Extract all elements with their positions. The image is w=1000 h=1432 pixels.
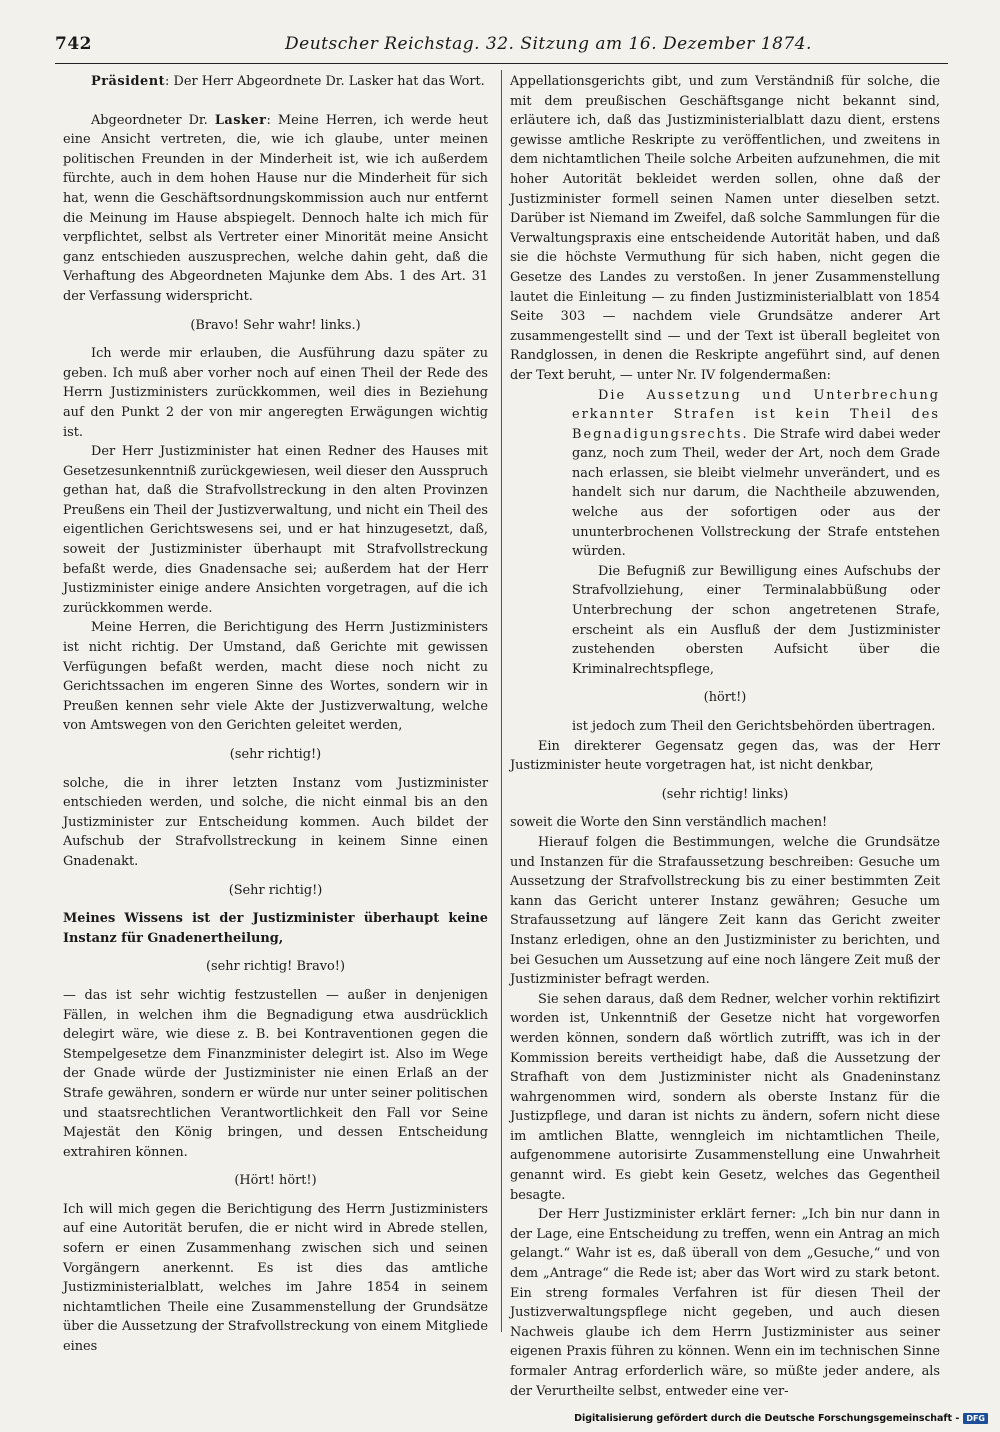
page-header [55, 30, 950, 56]
interjection: (sehr richtig! Bravo!) [205, 959, 346, 975]
dfg-logo: DFG [963, 1413, 988, 1424]
paragraph: Meines Wissens ist der Justizminister überhaupt keine Instanz für Gnadenertheilung, [63, 911, 488, 946]
interjection: (sehr richtig!) [229, 747, 322, 762]
quoted-paragraph [572, 386, 940, 562]
paragraph: Der Herr Justizminister erklärt ferner: „Ich bin nur dann in der Lage, eine Entscheidung zu treffen, wenn ein Antrag an mich gelangt.“ Wahr ist es, daß überall von dem „Gesuche,“ und von dem „Antrage“ die Rede ist; aber das Wort wird zu stark betont. Ein streng formales Verfahren ist für diesen Theil der Justizverwaltungspflege nicht gegeben, und auch diesen Nachweis glaube ich dem Herrn Justizminister aus seiner eigenen Praxis führen zu können. Wenn ein im technischen Sinne formaler Antrag erforderlich wäre, so müßte jeder andere, als der Verurtheilte selbst, entweder eine ver- [510, 1207, 940, 1399]
paragraph: Ich werde mir erlauben, die Ausführung dazu später zu geben. Ich muß aber vorher noch auf einen Theil der Rede des Herrn Justizministers zurückkommen, weil dies in Beziehung auf den Punkt 2 der von mir angeregten Erwägungen wichtig ist. [63, 346, 488, 440]
speech-text: : Der Herr Abgeordnete Dr. Lasker hat das Wort. [165, 74, 485, 89]
speaker-paragraph [63, 72, 488, 92]
quote-text: Die Befugniß zur Bewilligung eines Aufschubs der Strafvollziehung, einer Terminalabbüßung oder Unterbrechung der schon angetretenen Strafe, erscheint als ein Ausfluß der dem Justizminister zustehenden obersten Aufsicht über die Kriminalrechtspflege, [572, 563, 940, 677]
speech-text: : Meine Herren, ich werde heut eine Ansicht vertreten, die, wie ich glaube, unter meinen politischen Freunden in der Minderheit ist, wie ich außerdem fürchte, auch in dem hohen Hause nur die Minderheit für sich hat, wenn die Geschäftsordnungskommission auch nur entfernt die Meinung im Hause abspiegelt. Dennoch halte ich mich für verpflichtet, selbst als Vertreter einer Minorität meine Ansicht ganz entschieden auszusprechen, welche dahin geht, daß die Verhaftung des Abgeordneten Majunke dem Abs. 1 des Art. 31 der Verfassung widerspricht. [63, 112, 489, 304]
paragraph: Der Herr Justizminister hat einen Redner des Hauses mit Gesetzesunkenntniß zurückgewiesen, weil dieser den Ausspruch gethan hat, daß die Strafvollstreckung in den alten Provinzen Preußens ein Theil der Justizverwaltung, und nicht ein Theil des eigentlichen Gerichtswesens sei, und er hat hinzugesetzt, daß, soweit der Justizminister überhaupt mit Strafvollstreckung befaßt werde, dies Gnadensache sei; außerdem hat der Herr Justizminister einige andere Ansichten vorgetragen, auf die ich zurückkommen werde. [63, 444, 488, 616]
paragraph: solche, die in ihrer letzten Instanz vom Justizminister entschieden werden, und solche, die nicht einmal bis an den Justizminister zur Entscheidung kommen. Auch bildet der Aufschub der Strafvollstreckung in keinem Sinne einen Gnadenakt. [63, 775, 488, 869]
emphasized-text: Die Aussetzung und Unterbrechung erkannter Strafen ist kein Theil des Begnadigungsrechts. [572, 387, 940, 442]
quote-text: Die Strafe wird dabei weder ganz, noch zum Theil, weder der Art, noch dem Grade nach erlassen, sie bleibt vielmehr unverändert, und es handelt sich nur darum, die Nachtheile abzuwenden, welche aus der sofortigen oder aus der ununterbrochenen Vollstreckung der Strafe entstehen würden. [572, 426, 940, 560]
paragraph: — das ist sehr wichtig festzustellen — außer in denjenigen Fällen, in welchen ihm die Begnadigung etwa ausdrücklich delegirt wäre, wie diese z. B. bei Kontraventionen gegen die Stempelgesetze dem Finanzminister delegirt ist. Also im Wege der Gnade würde der Justizminister nie einen Erlaß an der Strafe gewähren, sondern er würde nur unter seiner politischen und staatsrechtlichen Verantwortlichkeit den Fall vor Seine Majestät den König bringen, und dessen Entscheidung extrahiren können. [63, 987, 488, 1160]
speaker-paragraph [63, 111, 488, 307]
paragraph: Appellationsgerichts gibt, und zum Verständniß für solche, die mit dem preußischen Geschäftsgange nicht bekannt sind, erläutere ich, daß das Justizministerialblatt dazu dient, erstens gewisse amtliche Reskripte zu veröffentlichen, und zweitens in dem nichtamtlichen Theile solche Arbeiten aufzunehmen, die mit hoher Autorität bekleidet werden sollen, ohne daß der Justizminister formell seinen Namen unter dieselben setzt. Darüber ist Niemand im Zweifel, daß solche Sammlungen für die Verwaltungspraxis eine entscheidende Autorität haben, und daß sie die höchste Vermuthung für sich haben, nicht gegen die Gesetze des Landes zu verstoßen. In jener Zusammenstellung lautet die Einleitung — zu finden Justizministerialblatt von 1854 Seite 303 — nachdem viele Grundsätze anderer Art zusammengestellt sind — und der Text ist überall begleitet von Randglossen, in denen die Reskripte angeführt sind, auf denen der Text beruht, — unter Nr. IV folgendermaßen: [510, 74, 940, 383]
quoted-paragraph [572, 562, 940, 680]
paragraph: soweit die Worte den Sinn verständlich machen! [510, 815, 828, 831]
footer [574, 1410, 988, 1426]
paragraph: Hierauf folgen die Bestimmungen, welche die Grundsätze und Instanzen für die Strafaussetzung beschreiben: Gesuche um Aussetzung der Strafvollstreckung bis zu einer bestimmten Zeit kann das Gericht unterer Instanz gewähren; Gesuche um Strafaussetzung auf längere Zeit kann das Gericht zweiter Instanz erledigen, ohne an den Justizminister zu berichten, und bei Gesuchen um Aussetzung auf eine noch längere Zeit muß der Justizminister befragt werden. [510, 834, 940, 988]
page-number: 742 [55, 34, 92, 54]
speaker-title: Abgeordneter Dr. [91, 112, 215, 128]
speaker-name: Lasker [214, 112, 267, 128]
paragraph: Ein direkterer Gegensatz gegen das, was der Herr Justizminister heute vorgetragen hat, ist nicht denkbar, [510, 738, 940, 774]
quoted-paragraph: ist jedoch zum Theil den Gerichtsbehörden übertragen. [572, 719, 936, 734]
speaker-name: Präsident [91, 74, 166, 89]
column-divider [501, 70, 502, 1332]
left-column [63, 72, 489, 1355]
paragraph: Ich will mich gegen die Berichtigung des Herrn Justizministers auf eine Autorität berufen, die er nicht wird in Abrede stellen, sofern er einen Zusammenhang zwischen sich und seinen Vorgängern anerkennt. Es ist dies das amtliche Justizministerialblatt, welches im Jahre 1854 in seinem nichtamtlichen Theile eine Zusammenstellung der Grundsätze über die Aussetzung der Strafvollstreckung von einem Mitgliede eines [63, 1201, 488, 1355]
interjection: (hört!) [703, 690, 747, 706]
paragraph: Meine Herren, die Berichtigung des Herrn Justizministers ist nicht richtig. Der Umstand, daß Gerichte mit gewissen Verfügungen befaßt werden, macht diese noch nicht zu Gerichtssachen im engeren Sinne des Wortes, sondern wir in Preußen kennen sehr viele Akte der Justizverwaltung, welche von Amtswegen von den Gerichten geleitet werden, [63, 620, 488, 734]
footer-credit: Digitalisierung gefördert durch die Deutsche Forschungsgemeinschaft - [574, 1412, 960, 1424]
header-rule [55, 63, 948, 64]
paragraph: Sie sehen daraus, daß dem Redner, welcher vorhin rektifizirt worden ist, Unkenntniß der Gesetze nicht hat vorgeworfen werden können, sondern daß wörtlich zutrifft, was ich in der Kommission bereits vertheidigt habe, daß die Aussetzung der Strafhaft von dem Justizminister nicht als Gnadeninstanz wahrgenommen wird, sondern als oberste Instanz für die Justizpflege, und daran ist nichts zu ändern, sofern nicht diese im amtlichen Blatte, wenngleich im nichtamtlichen Theile, aufgenommene autorisirte Zusammenstellung eine Unwahrheit genannt wird. Es giebt kein Gesetz, welches das Gegentheil besagte. [510, 991, 940, 1203]
interjection: (Sehr richtig!) [228, 882, 323, 898]
right-column [510, 72, 940, 1399]
interjection: (Hört! hört!) [234, 1173, 317, 1189]
paragraph-gap [63, 92, 488, 111]
interjection: (sehr richtig! links) [661, 786, 789, 802]
page-title: Deutscher Reichstag. 32. Sitzung am 16. Dezember 1874. [285, 34, 812, 54]
interjection: (Bravo! Sehr wahr! links.) [190, 317, 361, 333]
